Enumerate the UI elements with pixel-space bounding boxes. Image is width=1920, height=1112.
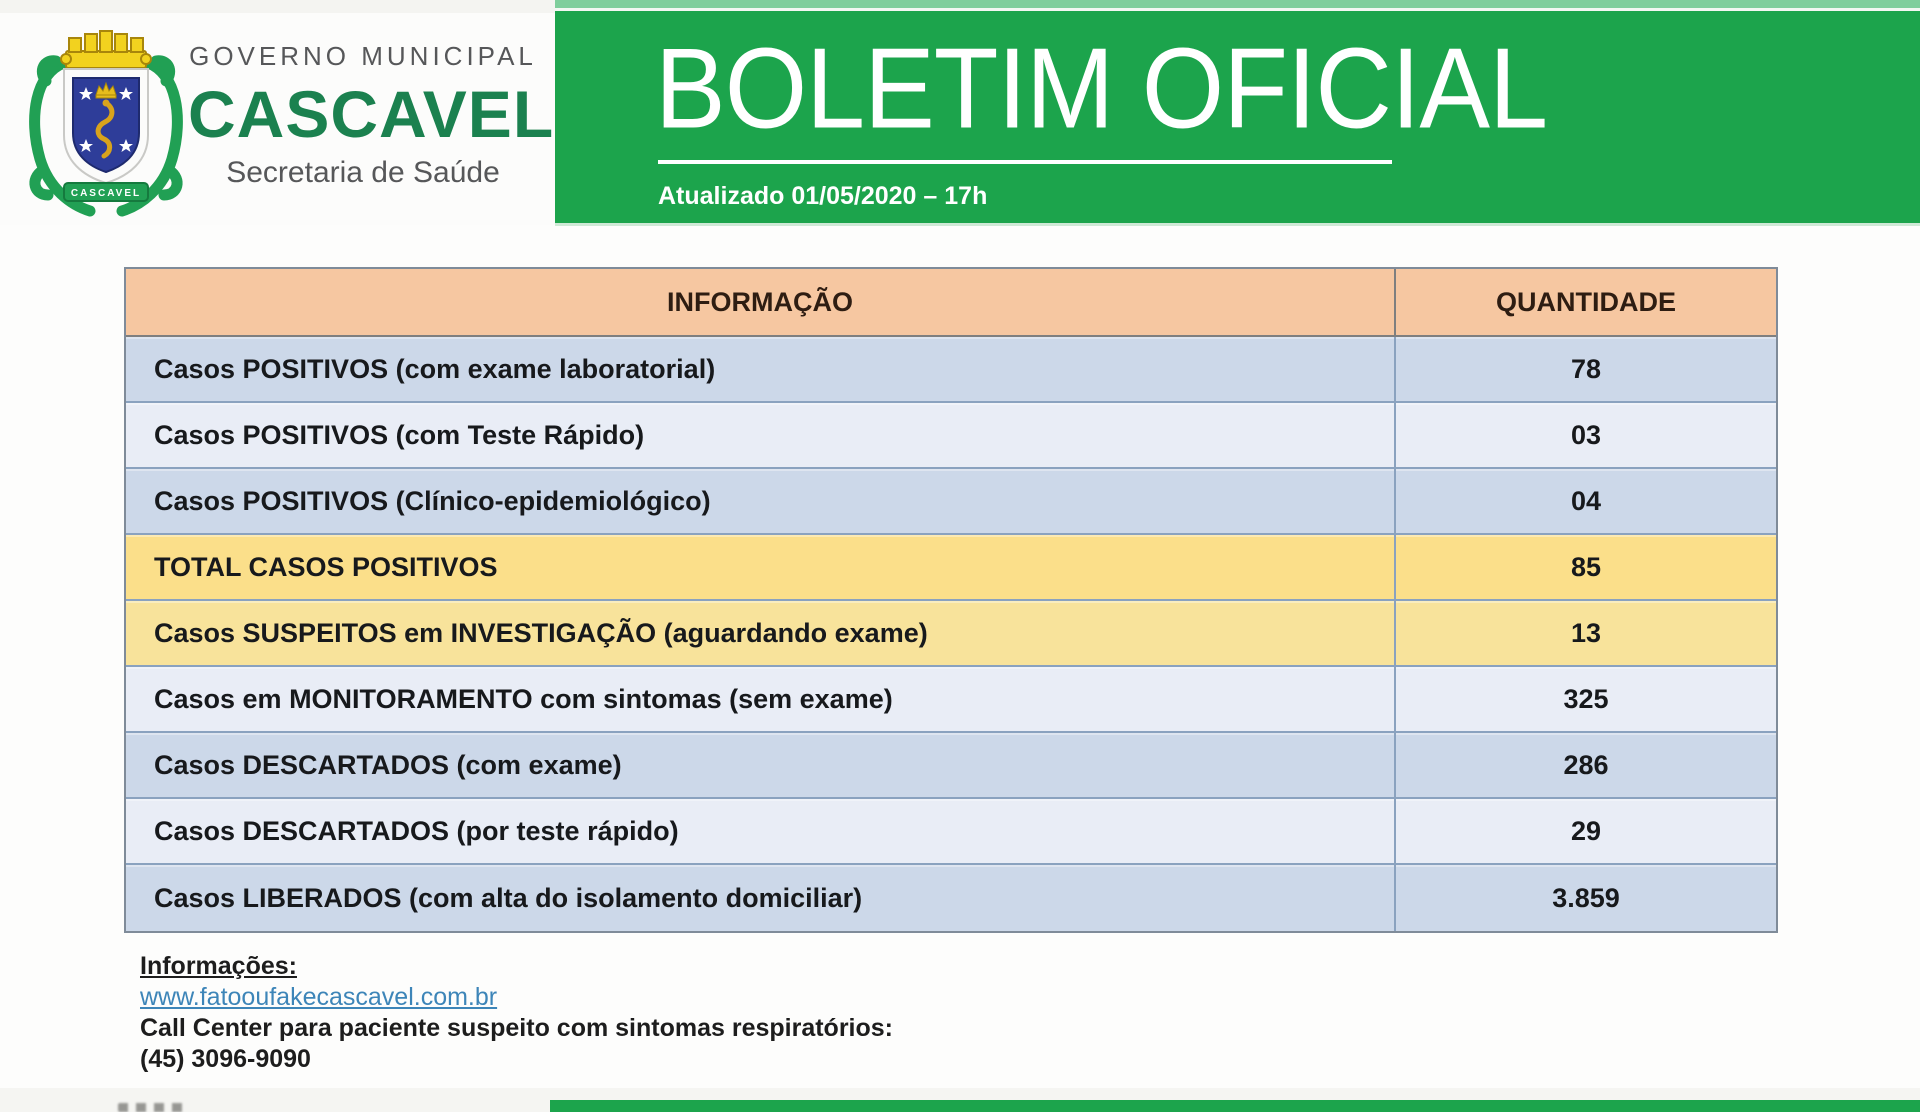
table-row	[126, 601, 1776, 667]
table-row	[126, 337, 1776, 403]
row-label: TOTAL CASOS POSITIVOS	[126, 535, 1396, 599]
org-text-block	[188, 41, 555, 190]
row-value: 85	[1570, 551, 1602, 582]
row-label: Casos DESCARTADOS (com exame)	[126, 733, 1396, 797]
banner-bottom-line	[555, 223, 1920, 226]
column-header-informacao: INFORMAÇÃO	[126, 269, 1396, 335]
updated-timestamp: Atualizado 01/05/2020 – 17h	[658, 182, 988, 210]
row-value: 04	[1570, 485, 1602, 516]
crest-banner-label: CASCAVEL	[70, 188, 142, 199]
row-label: Casos LIBERADOS (com alta do isolamento domiciliar)	[126, 865, 1396, 931]
title-underline	[658, 160, 1392, 164]
row-value: 286	[1563, 749, 1609, 780]
row-value: 3.859	[1552, 882, 1620, 913]
table-row	[126, 733, 1776, 799]
row-label: Casos POSITIVOS (Clínico-epidemiológico)	[126, 469, 1396, 533]
table-row	[126, 667, 1776, 733]
city-wordmark: CASCAVEL	[188, 77, 555, 151]
row-value: 03	[1570, 419, 1602, 450]
bottom-green-bar	[550, 1100, 1920, 1112]
table-row	[126, 799, 1776, 865]
row-label: Casos POSITIVOS (com exame laboratorial)	[126, 337, 1396, 401]
row-label: Casos SUSPEITOS em INVESTIGAÇÃO (aguardando exame)	[126, 601, 1396, 665]
bulletin-title: BOLETIM OFICIAL	[655, 24, 1548, 153]
table-row	[126, 469, 1776, 535]
row-label: Casos DESCARTADOS (por teste rápido)	[126, 799, 1396, 863]
cases-table	[124, 267, 1778, 933]
table-body	[126, 337, 1776, 931]
table-header-row	[126, 269, 1776, 337]
gov-label: GOVERNO MUNICIPAL	[189, 41, 537, 71]
banner-top-strip	[555, 0, 1920, 8]
banner-top-line	[555, 8, 1920, 11]
footer-info-block	[140, 951, 893, 1075]
table-row	[126, 865, 1776, 931]
row-label: Casos em MONITORAMENTO com sintomas (sem exame)	[126, 667, 1396, 731]
row-value: 13	[1570, 617, 1602, 648]
column-header-quantidade: QUANTIDADE	[1496, 286, 1676, 317]
callcenter-label: Call Center para paciente suspeito com sintomas respiratórios:	[140, 1014, 894, 1042]
row-value: 78	[1570, 353, 1602, 384]
table-row	[126, 535, 1776, 601]
row-value: 29	[1570, 815, 1602, 846]
table-row	[126, 403, 1776, 469]
row-label: Casos POSITIVOS (com Teste Rápido)	[126, 403, 1396, 467]
dept-label: Secretaria de Saúde	[226, 156, 500, 189]
fatooufake-link[interactable]: www.fatooufakecascavel.com.br	[140, 983, 498, 1011]
callcenter-phone: (45) 3096-9090	[140, 1045, 311, 1073]
row-value: 325	[1563, 683, 1609, 714]
cascavel-coat-of-arms-icon	[16, 21, 196, 221]
municipal-header	[0, 13, 555, 225]
info-label: Informações:	[140, 952, 297, 980]
official-bulletin-banner	[555, 0, 1920, 226]
bottom-edge-artifact	[118, 1103, 190, 1112]
